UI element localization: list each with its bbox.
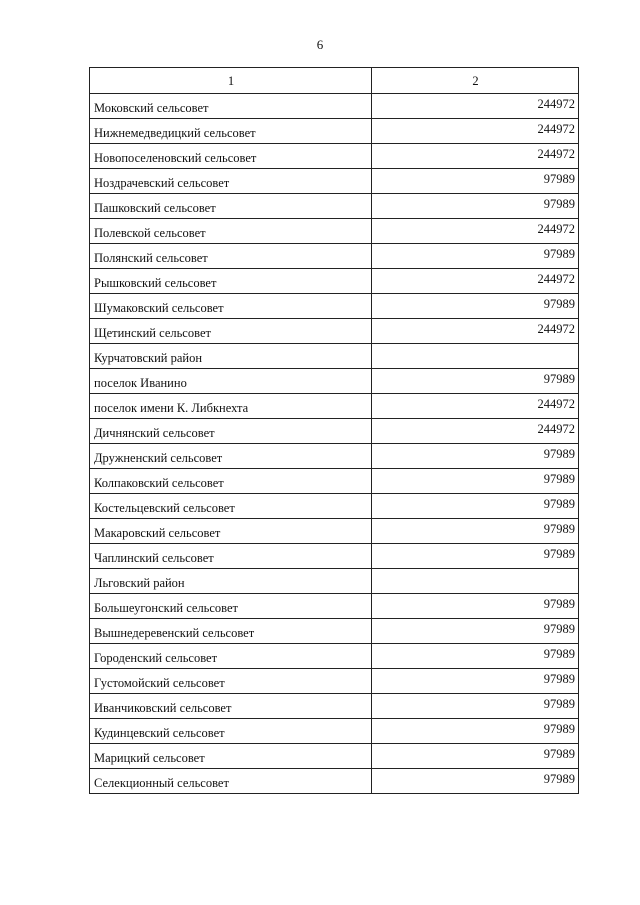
amount-cell: 97989 [372,519,579,544]
table-row [90,219,579,244]
table-row [90,419,579,444]
table-row [90,344,579,369]
table-row [90,294,579,319]
allocation-table [89,67,579,794]
municipality-name-cell: Марицкий сельсовет [90,744,372,769]
table-row [90,594,579,619]
amount-cell: 97989 [372,194,579,219]
amount-cell: 244972 [372,94,579,119]
table-row [90,269,579,294]
table-row [90,744,579,769]
municipality-name-cell: Полевской сельсовет [90,219,372,244]
municipality-name-cell: Колпаковский сельсовет [90,469,372,494]
amount-cell: 97989 [372,294,579,319]
table-row [90,769,579,794]
municipality-name-cell: Моковский сельсовет [90,94,372,119]
municipality-name-cell: Кудинцевский сельсовет [90,719,372,744]
municipality-name-cell: Льговский район [90,569,372,594]
municipality-name-cell: поселок имени К. Либкнехта [90,394,372,419]
municipality-name-cell: Большеугонский сельсовет [90,594,372,619]
municipality-name-cell: Щетинский сельсовет [90,319,372,344]
table-row [90,369,579,394]
amount-cell: 97989 [372,769,579,794]
table-body [90,94,579,794]
amount-cell: 244972 [372,269,579,294]
municipality-name-cell: Курчатовский район [90,344,372,369]
municipality-name-cell: Костельцевский сельсовет [90,494,372,519]
table-row [90,669,579,694]
amount-cell: 244972 [372,119,579,144]
amount-cell: 97989 [372,494,579,519]
table-row [90,644,579,669]
municipality-name-cell: Ноздрачевский сельсовет [90,169,372,194]
municipality-name-cell: Пашковский сельсовет [90,194,372,219]
amount-cell [372,569,579,594]
table-row [90,244,579,269]
table-row [90,544,579,569]
municipality-name-cell: Дружненский сельсовет [90,444,372,469]
amount-cell: 97989 [372,744,579,769]
municipality-name-cell: Густомойский сельсовет [90,669,372,694]
amount-cell: 97989 [372,244,579,269]
municipality-name-cell: Новопоселеновский сельсовет [90,144,372,169]
municipality-name-cell: Селекционный сельсовет [90,769,372,794]
amount-cell: 244972 [372,394,579,419]
amount-cell: 244972 [372,419,579,444]
municipality-name-cell: Городенский сельсовет [90,644,372,669]
amount-cell: 97989 [372,594,579,619]
amount-cell [372,344,579,369]
amount-cell: 97989 [372,694,579,719]
table-row [90,619,579,644]
table-header-row [90,68,579,94]
municipality-name-cell: Макаровский сельсовет [90,519,372,544]
table-row [90,469,579,494]
amount-cell: 97989 [372,719,579,744]
table-row [90,494,579,519]
table-row [90,519,579,544]
table-row [90,319,579,344]
table-row [90,169,579,194]
amount-cell: 97989 [372,444,579,469]
municipality-name-cell: Шумаковский сельсовет [90,294,372,319]
municipality-name-cell: поселок Иванино [90,369,372,394]
amount-cell: 244972 [372,219,579,244]
table-row [90,394,579,419]
municipality-name-cell: Дичнянский сельсовет [90,419,372,444]
municipality-name-cell: Нижнемедведицкий сельсовет [90,119,372,144]
amount-cell: 97989 [372,544,579,569]
amount-cell: 97989 [372,369,579,394]
table-row [90,194,579,219]
amount-cell: 97989 [372,169,579,194]
amount-cell: 244972 [372,144,579,169]
column-header-1: 1 [90,68,372,94]
table-row [90,719,579,744]
municipality-name-cell: Полянский сельсовет [90,244,372,269]
amount-cell: 97989 [372,619,579,644]
municipality-name-cell: Вышнедеревенский сельсовет [90,619,372,644]
table-row [90,444,579,469]
amount-cell: 97989 [372,644,579,669]
table-row [90,119,579,144]
municipality-name-cell: Иванчиковский сельсовет [90,694,372,719]
amount-cell: 97989 [372,669,579,694]
column-header-2: 2 [372,68,579,94]
municipality-name-cell: Чаплинский сельсовет [90,544,372,569]
page-number: 6 [316,37,324,52]
municipality-name-cell: Рышковский сельсовет [90,269,372,294]
table-row [90,144,579,169]
table-row [90,694,579,719]
amount-cell: 244972 [372,319,579,344]
table-row [90,569,579,594]
table-row [90,94,579,119]
amount-cell: 97989 [372,469,579,494]
